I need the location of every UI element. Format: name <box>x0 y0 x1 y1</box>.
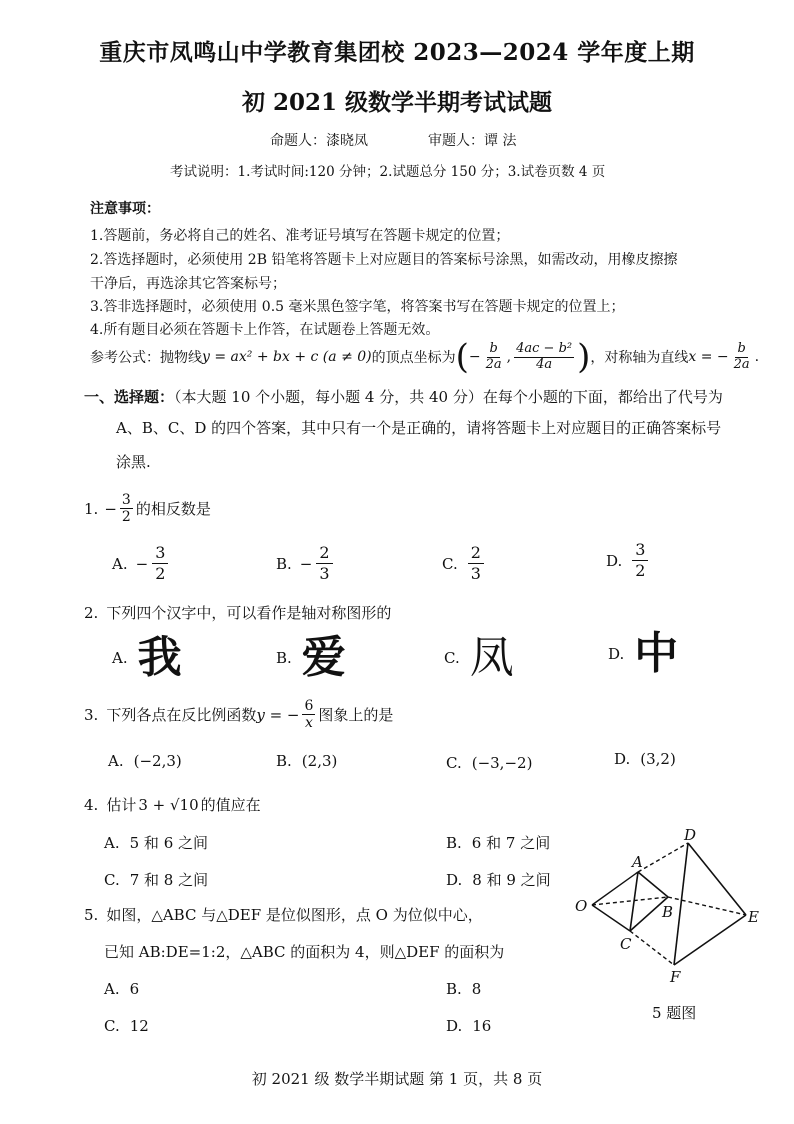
character-feng: 凤 <box>469 632 514 683</box>
page-footer: 初 2021 级 数学半期试题 第 1 页，共 8 页 <box>251 1070 543 1088</box>
figure-caption: 5 题图 <box>652 1004 697 1022</box>
segment-ef <box>674 915 746 965</box>
vertex-y-fraction: $\frac{\text{4ac − b²}}{4a}$ <box>516 340 573 372</box>
question-number: 2. <box>84 603 99 622</box>
question-number: 3. <box>84 705 99 724</box>
right-paren: ) <box>577 337 591 377</box>
ray-oa <box>592 872 638 905</box>
note-item: 4.所有题目必须在答题卡上作答，在试题卷上答题无效。 <box>90 322 440 338</box>
minus-sign: − <box>468 349 481 365</box>
note-item: 干净后，再选涂其它答案标号； <box>90 276 286 292</box>
option-c[interactable]: C. (−3,−2) <box>446 754 533 772</box>
author-label: 命题人：漆晓凤 <box>270 133 368 149</box>
section-desc: （本大题 10 个小题，每小题 4 分，共 40 分）在每个小题的下面，都给出了代号为 <box>174 388 723 406</box>
option-a[interactable]: A. (−2,3) <box>108 752 182 770</box>
question-number: 1. <box>84 499 99 518</box>
question-number: 4. <box>84 795 99 814</box>
section-label: 一、选择题： <box>84 388 175 406</box>
label-d: D <box>684 826 697 844</box>
option-d[interactable]: D. 16 <box>446 1017 492 1035</box>
option-c[interactable]: C. 12 <box>104 1017 149 1035</box>
question-5-line2: 已知 AB:DE=1:2，△ABC 的面积为 4，则△DEF 的面积为 <box>104 943 505 961</box>
note-item: 2.答选择题时，必须使用 2B 铅笔将答题卡上对应题目的答案标号涂黑，如需改动，用橡皮擦擦 <box>90 252 678 268</box>
option-a[interactable]: A. 6 <box>104 980 140 998</box>
question-number: 5. <box>84 905 99 924</box>
exam-info: 考试说明：1.考试时间:120 分钟；2.试题总分 150 分；3.试卷页数 4 页 <box>170 164 606 180</box>
formula-middle: 的顶点坐标为 <box>371 350 456 366</box>
question-1: 1. − $\frac{3}{2}$ 的相反数是 <box>84 492 211 526</box>
formula-prefix: 参考公式：抛物线 <box>90 350 202 366</box>
left-paren: ( <box>455 337 469 377</box>
question-2 <box>84 602 391 623</box>
note-item: 3.答非选择题时，必须使用 0.5 毫米黑色签字笔，将答案书写在答题卡规定的位置上； <box>90 299 625 315</box>
reviewer-label: 审题人：谭 法 <box>428 133 517 149</box>
option-d[interactable]: D. 中 <box>608 628 679 679</box>
question-text: 下列四个汉字中，可以看作是轴对称图形的 <box>106 604 392 622</box>
function-fraction: $\frac{6}{x}$ <box>304 698 314 732</box>
homothety-figure <box>570 825 770 990</box>
section-desc-line3: 涂黑. <box>116 453 151 471</box>
label-o: O <box>575 897 588 915</box>
question-5: 5. 如图，△ABC 与△DEF 是位似图形，点 O 为位似中心， <box>84 905 483 924</box>
ray-ad <box>638 843 688 872</box>
question-text: 的相反数是 <box>135 500 211 519</box>
reference-formula: 参考公式：抛物线 y = ax² + bx + c (a ≠ 0) 的顶点坐标为 ( − $\frac{b}{2a}$ , $\frac{\text{4ac − b²}}{4a}$ ) ，对称轴为直线 x = − $\frac{b}{2a}$ . <box>90 337 760 377</box>
q1-fraction: $\frac{3}{2}$ <box>121 492 131 526</box>
segment-fd <box>674 843 688 965</box>
exam-title-line1: 重庆市凤鸣山中学教育集团校 2023—2024 学年度上期 <box>99 39 695 66</box>
option-c[interactable]: C. 7 和 8 之间 <box>104 870 209 889</box>
option-d[interactable]: D. 8 和 9 之间 <box>446 870 551 889</box>
exam-title-line2: 初 2021 级数学半期考试试题 <box>241 89 553 116</box>
axis-x: x = − <box>688 349 729 365</box>
question-4: 4. 估计 3 + √10 的值应在 <box>84 795 261 814</box>
option-b[interactable]: B. − $\frac{2}{3}$ <box>276 543 333 584</box>
vertex-x-fraction: $\frac{b}{2a}$ <box>485 340 502 372</box>
comma: , <box>506 349 512 365</box>
option-c[interactable]: C. 2 3 <box>442 543 484 584</box>
parabola-equation: y = ax² + bx + c (a ≠ 0) <box>202 349 372 365</box>
authors-line <box>270 130 516 150</box>
notes-title: 注意事项： <box>90 201 160 217</box>
segment-ab <box>638 872 668 897</box>
function-expression: y = − <box>256 705 300 724</box>
option-d[interactable]: D. (3,2) <box>614 750 676 768</box>
label-a: A <box>632 853 643 871</box>
question-3: 3. 下列各点在反比例函数 y = − $\frac{6}{x}$ 图象上的是 <box>84 698 394 732</box>
note-item: 1.答题前，务必将自己的姓名、准考证号填写在答题卡规定的位置； <box>90 228 510 244</box>
option-b[interactable]: B. 6 和 7 之间 <box>446 833 551 852</box>
segment-ca <box>630 872 638 931</box>
ray-cf <box>630 931 674 965</box>
label-e: E <box>748 908 759 926</box>
section-heading <box>84 386 723 407</box>
axis-text: ，对称轴为直线 <box>590 350 689 366</box>
option-a[interactable]: A. 5 和 6 之间 <box>104 833 209 852</box>
character-zhong: 中 <box>634 628 679 679</box>
label-f: F <box>670 968 681 986</box>
character-ai: 爱 <box>301 632 346 683</box>
option-d[interactable]: D. 3 2 <box>606 540 648 581</box>
label-b: B <box>662 903 674 921</box>
ray-oc <box>592 905 630 931</box>
sqrt-expression: 3 + √10 <box>138 795 199 814</box>
option-b[interactable]: B. 8 <box>446 980 482 998</box>
option-b[interactable]: B. (2,3) <box>276 752 338 770</box>
option-a[interactable]: A. 我 <box>112 632 182 683</box>
axis-fraction: $\frac{b}{2a}$ <box>733 340 750 372</box>
label-c: C <box>620 935 632 953</box>
option-b[interactable]: B. 爱 <box>276 632 346 683</box>
option-a[interactable]: A. − $\frac{3}{2}$ <box>112 543 168 584</box>
section-desc-line2: A、B、C、D 的四个答案，其中只有一个是正确的，请将答题卡上对应题目的正确答案标号 <box>116 419 722 437</box>
ray-ob <box>592 897 668 905</box>
option-c[interactable]: C. 凤 <box>444 632 514 683</box>
character-wo: 我 <box>137 632 182 683</box>
